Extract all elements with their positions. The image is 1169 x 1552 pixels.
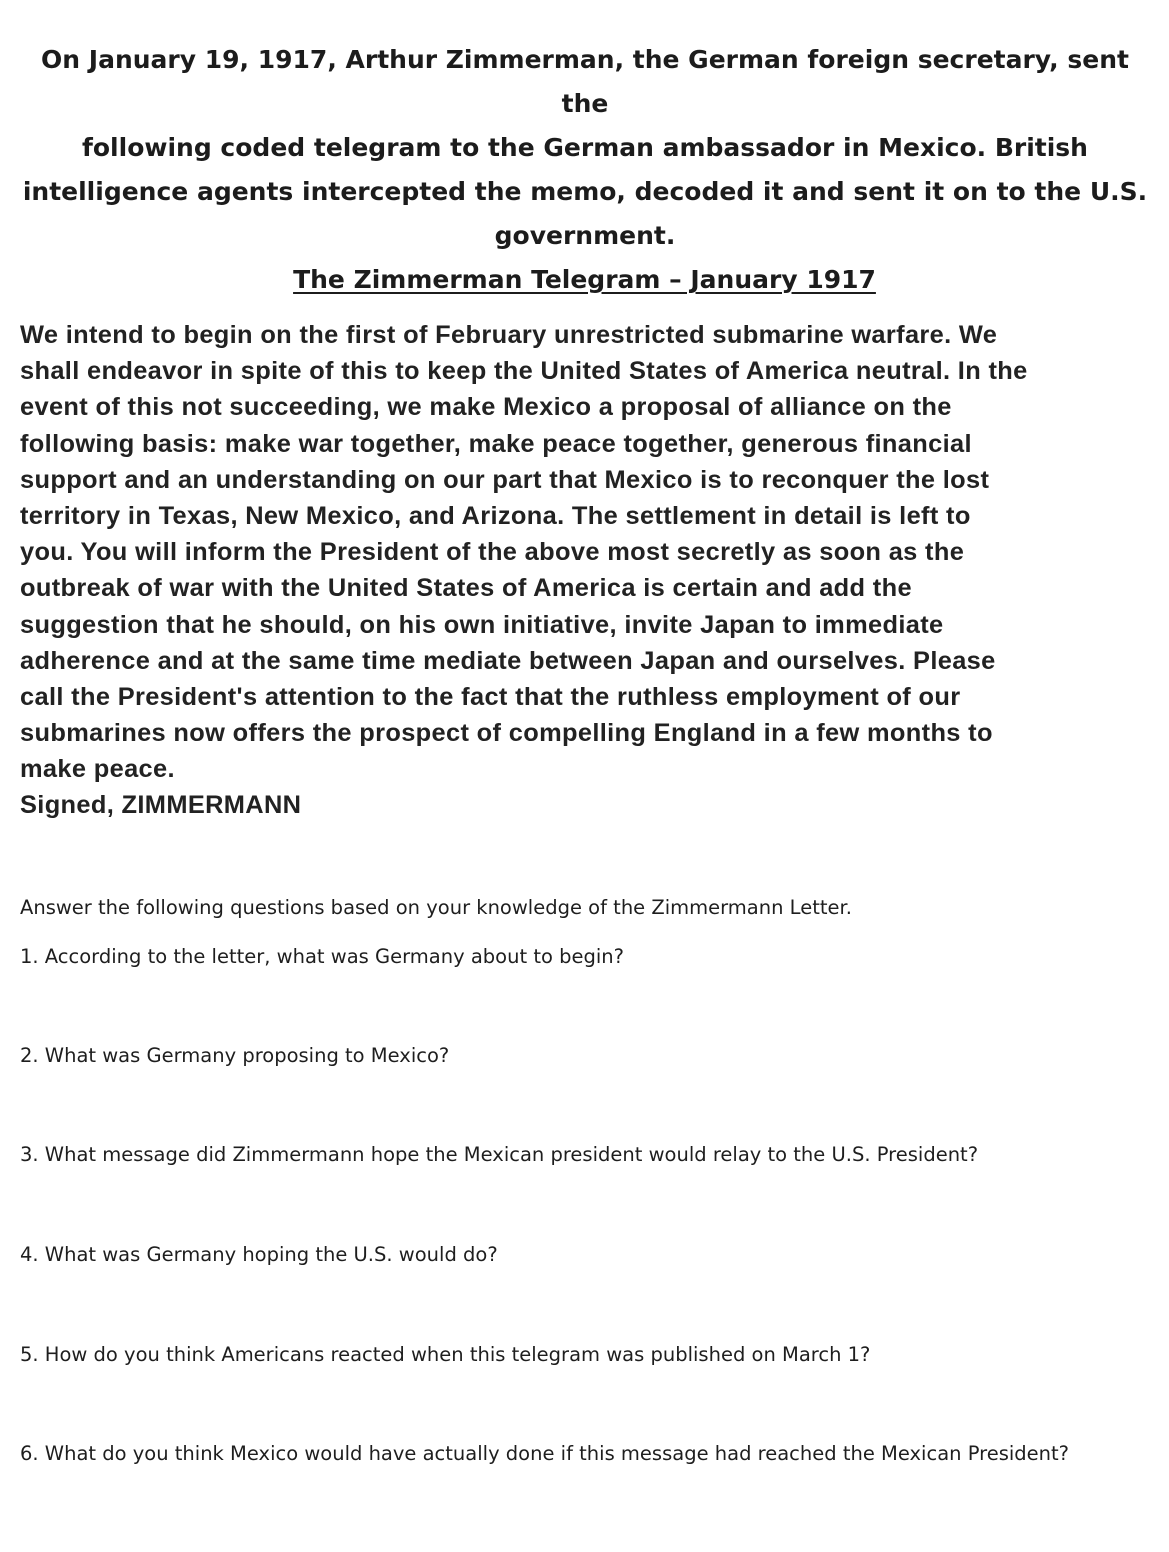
telegram-title: The Zimmerman Telegram – January 1917 [293, 265, 876, 294]
telegram-line: outbreak of war with the United States of America is certain and add the [20, 574, 912, 603]
telegram-body [20, 317, 1160, 788]
intro-line: intelligence agents intercepted the memo, decoded it and sent it on to the U.S. [22, 177, 1148, 206]
intro-paragraph [20, 38, 1150, 258]
telegram-title-block [0, 262, 1169, 298]
question-4: 4. What was Germany hoping the U.S. would do? [20, 1243, 498, 1266]
telegram-line: event of this not succeeding, we make Mexico a proposal of alliance on the [20, 393, 952, 422]
intro-line: following coded telegram to the German ambassador in Mexico. British [82, 133, 1088, 162]
telegram-line: suggestion that he should, on his own initiative, invite Japan to immediate [20, 610, 944, 639]
question-5: 5. How do you think Americans reacted when this telegram was published on March 1? [20, 1343, 871, 1366]
question-1: 1. According to the letter, what was Germany about to begin? [20, 945, 624, 968]
telegram-line: following basis: make war together, make peace together, generous financial [20, 429, 972, 458]
telegram-line: adherence and at the same time mediate between Japan and ourselves. Please [20, 646, 996, 675]
telegram-line: territory in Texas, New Mexico, and Arizona. The settlement in detail is left to [20, 502, 971, 531]
telegram-line: support and an understanding on our part that Mexico is to reconquer the lost [20, 465, 990, 494]
worksheet-instructions: Answer the following questions based on your knowledge of the Zimmermann Letter. [20, 896, 852, 919]
intro-line: On January 19, 1917, Arthur Zimmerman, the German foreign secretary, sent the [41, 45, 1129, 118]
question-2: 2. What was Germany proposing to Mexico? [20, 1044, 450, 1067]
telegram-line: We intend to begin on the first of February unrestricted submarine warfare. We [20, 321, 998, 349]
telegram-line: shall endeavor in spite of this to keep the United States of America neutral. In the [20, 357, 1028, 386]
telegram-line: make peace. [20, 755, 175, 784]
telegram-line: submarines now offers the prospect of compelling England in a few months to [20, 719, 993, 748]
telegram-line: call the President's attention to the fact that the ruthless employment of our [20, 683, 961, 712]
telegram-line: you. You will inform the President of the above most secretly as soon as the [20, 538, 965, 567]
question-3: 3. What message did Zimmermann hope the Mexican president would relay to the U.S. President? [20, 1143, 979, 1166]
question-6: 6. What do you think Mexico would have actually done if this message had reached the Mexican President? [20, 1442, 1070, 1465]
intro-line: government. [494, 221, 676, 250]
telegram-signature: Signed, ZIMMERMANN [20, 791, 302, 819]
